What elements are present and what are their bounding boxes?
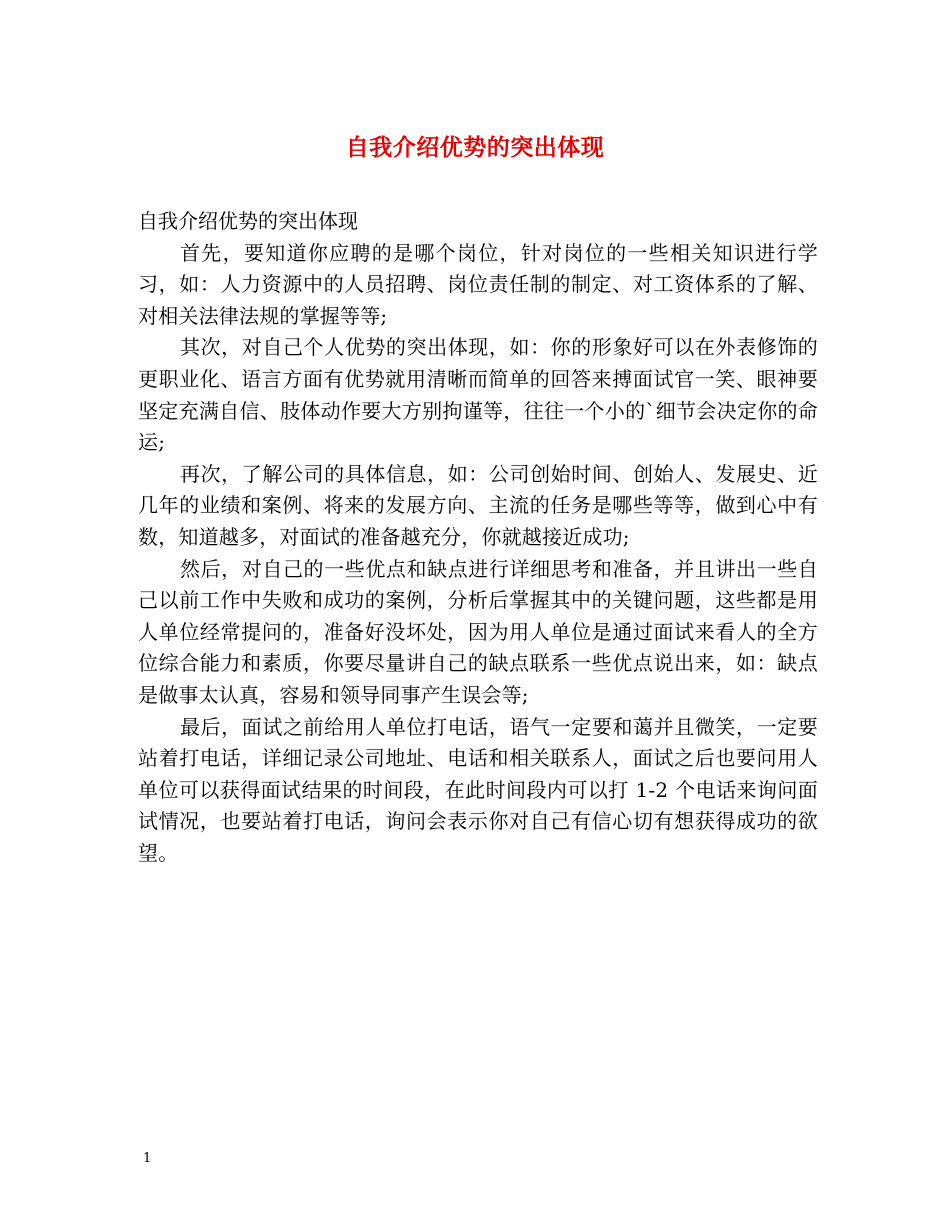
paragraph-5: 最后，面试之前给用人单位打电话，语气一定要和蔼并且微笑，一定要站着打电话，详细记录公司地址、电话和相关联系人，面试之后也要问用人单位可以获得面试结果的时间段，在此时间段内可以打 1-2 个电话来询问面试情况，也要站着打电话，询问会表示你对自己有信心切有想获得成功的欲望。 — [138, 714, 818, 865]
paragraph-4: 然后，对自己的一些优点和缺点进行详细思考和准备，并且讲出一些自己以前工作中失败和成功的案例，分析后掌握其中的关键问题，这些都是用人单位经常提问的，准备好没坏处，因为用人单位是通过面试来看人的全方位综合能力和素质，你要尽量讲自己的缺点联系一些优点说出来，如：缺点是做事太认真，容易和领导同事产生误会等; — [138, 556, 818, 707]
document-title: 自我介绍优势的突出体现 — [345, 134, 605, 161]
paragraph-3: 再次，了解公司的具体信息，如：公司创始时间、创始人、发展史、近几年的业绩和案例、将来的发展方向、主流的任务是哪些等等，做到心中有数，知道越多，对面试的准备越充分，你就越接近成功; — [138, 461, 818, 549]
page-number: 1 — [143, 1151, 152, 1166]
document-subtitle: 自我介绍优势的突出体现 — [138, 209, 358, 233]
paragraph-1: 首先，要知道你应聘的是哪个岗位，针对岗位的一些相关知识进行学习，如：人力资源中的人员招聘、岗位责任制的制定、对工资体系的了解、对相关法律法规的掌握等等; — [138, 240, 818, 328]
document-body — [138, 206, 818, 869]
paragraph-2: 其次，对自己个人优势的突出体现，如：你的形象好可以在外表修饰的更职业化、语言方面有优势就用清晰而简单的回答来搏面试官一笑、眼神要坚定充满自信、肢体动作要大方别拘谨等，往往一个小的`细节会决定你的命运; — [138, 335, 818, 455]
